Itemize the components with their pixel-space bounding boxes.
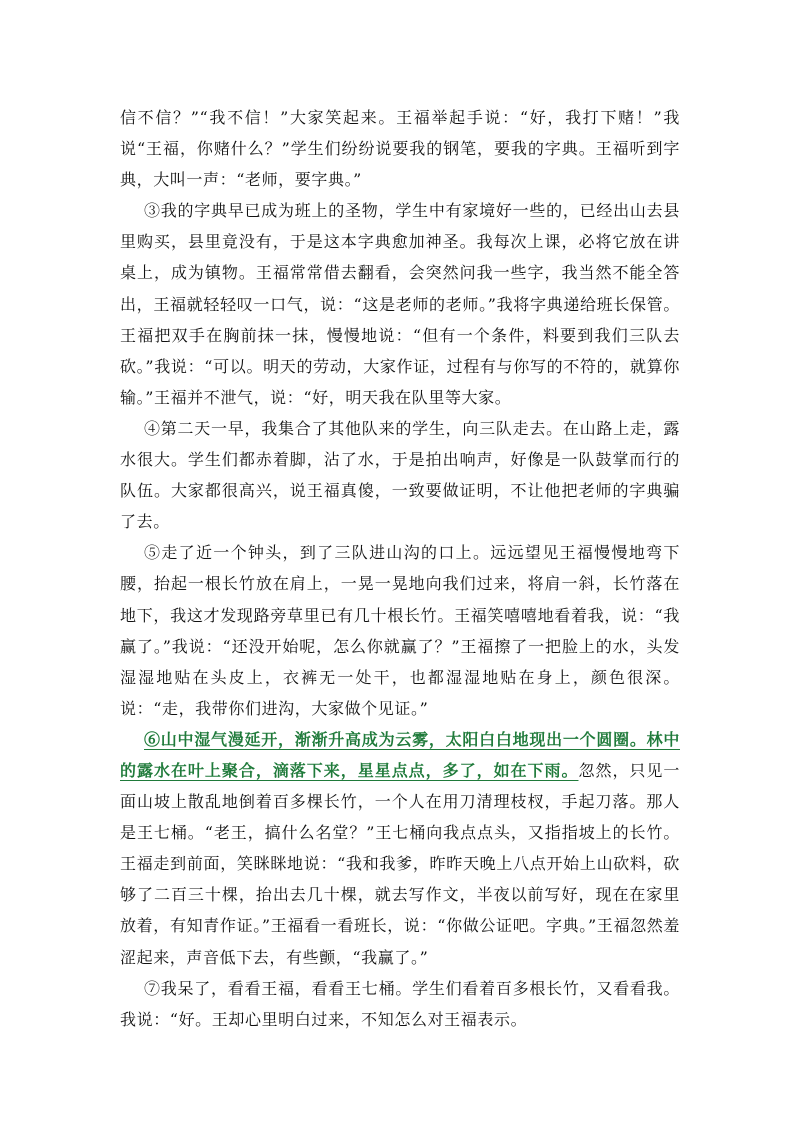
paragraph-6 — [120, 724, 680, 973]
paragraph-5: ⑤走了近一个钟头，到了三队进山沟的口上。远远望见王福慢慢地弯下腰，抬起一根长竹放在肩上，一晃一晃地向我们过来，将肩一斜，长竹落在地下，我这才发现路旁草里已有几十根长竹。王福笑嘻嘻地看着我，说：“我赢了。”我说：“还没开始呢，怎么你就赢了？”王福擦了一把脸上的水，头发湿湿地贴在头皮上，衣裤无一处干，也都湿湿地贴在身上，颜色很深。说：“走，我带你们进沟，大家做个见证。” — [120, 543, 680, 718]
paragraph-7: ⑦我呆了，看看王福，看看王七桶。学生们看着百多根长竹，又看看我。我说：“好。王却心里明白过来，不知怎么对王福表示。 — [120, 978, 680, 1029]
paragraph-3: ③我的字典早已成为班上的圣物，学生中有家境好一些的，已经出山去县里购买，县里竟没有，于是这本字典愈加神圣。我每次上课，必将它放在讲桌上，成为镇物。王福常常借去翻看，会突然问我一些字，我当然不能全答出，王福就轻轻叹一口气，说：“这是老师的老师。”我将字典递给班长保管。王福把双手在胸前抹一抹，慢慢地说：“但有一个条件，料要到我们三队去砍。”我说：“可以。明天的劳动，大家作证，过程有与你写的不符的，就算你输。”王福并不泄气，说：“好，明天我在队里等大家。 — [120, 201, 680, 407]
document-page — [120, 102, 680, 1035]
paragraph-4: ④第二天一早，我集合了其他队来的学生，向三队走去。在山路上走，露水很大。学生们都赤着脚，沾了水，于是拍出响声，好像是一队鼓掌而行的队伍。大家都很高兴，说王福真傻，一致要做证明，不让他把老师的字典骗了去。 — [120, 418, 680, 532]
paragraph-6-body: 忽然，只见一面山坡上散乱地倒着百多棵长竹，一个人在用刀清理枝杈，手起刀落。那人是王七桶。“老王，搞什么名堂？”王七桶向我点点头，又指指坡上的长竹。王福走到前面，笑眯眯地说：“我和我爹，昨昨天晚上八点开始上山砍料，砍够了二百三十棵，抬出去几十棵，就去写作文，半夜以前写好，现在在家里放着，有知青作证。”王福看一看班长，说：“你做公证吧。字典。”王福忽然羞涩起来，声音低下去，有些颤，“我赢了。” — [120, 760, 680, 967]
highlighted-sentence: ⑥山中湿气漫延开，渐渐升高成为云雾，太阳白白地现出一个圆圈。林中的露水在叶上聚合，滴落下来，星星点点，多了，如在下雨。 — [120, 729, 680, 780]
paragraph-continuation: 信不信？”“我不信！”大家笑起来。王福举起手说：“好，我打下赌！”我说“王福，你赌什么？”学生们纷纷说要我的钢笔，要我的字典。王福听到字典，大叫一声：“老师，要字典。” — [120, 108, 680, 190]
